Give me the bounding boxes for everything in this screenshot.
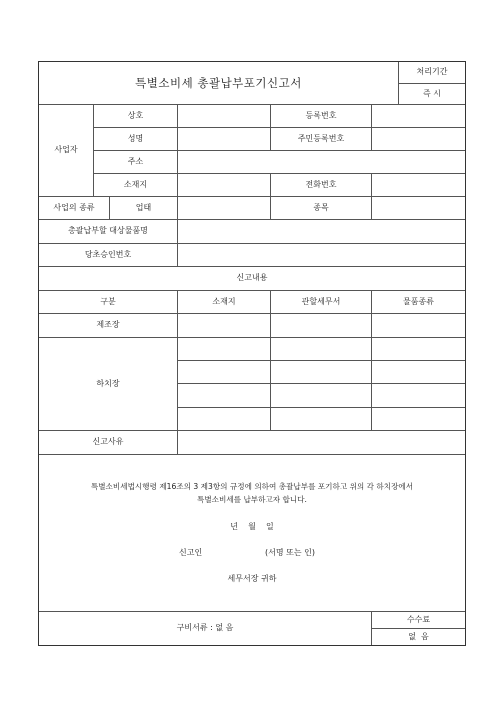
processing-period-value: 즉 시 — [398, 83, 465, 104]
registration-number-value[interactable] — [371, 104, 465, 127]
approval-number-value[interactable] — [177, 243, 465, 266]
reason-label: 신고사유 — [39, 430, 177, 454]
warehouse-row-2-location[interactable] — [177, 360, 270, 383]
declaration-date: 년 월 일 — [230, 522, 274, 531]
name-label: 성명 — [93, 127, 177, 150]
factory-label: 제조장 — [39, 313, 177, 337]
column-goods-type: 물품종류 — [371, 290, 465, 313]
warehouse-row-3-goods[interactable] — [371, 383, 465, 407]
warehouse-row-4-location[interactable] — [177, 407, 270, 430]
business-group-label: 사업자 — [39, 104, 93, 196]
warehouse-row-2-goods[interactable] — [371, 360, 465, 383]
address-value[interactable] — [177, 150, 465, 173]
trade-name-label: 상호 — [93, 104, 177, 127]
category-label: 업태 — [109, 196, 177, 219]
approval-number-label: 당초승인번호 — [39, 243, 177, 266]
warehouse-row-2-tax-office[interactable] — [270, 360, 371, 383]
phone-value[interactable] — [371, 173, 465, 196]
location-label: 소재지 — [93, 173, 177, 196]
signature-label: (서명 또는 인) — [265, 548, 315, 557]
phone-label: 전화번호 — [270, 173, 371, 196]
item-label: 종목 — [270, 196, 371, 219]
location-value[interactable] — [177, 173, 270, 196]
warehouse-row-3-tax-office[interactable] — [270, 383, 371, 407]
warehouse-row-1-location[interactable] — [177, 337, 270, 360]
processing-period-label: 처리기간 — [398, 62, 465, 83]
category-value[interactable] — [177, 196, 270, 219]
factory-goods[interactable] — [371, 313, 465, 337]
business-type-label: 사업의 종류 — [39, 196, 109, 219]
column-location: 소재지 — [177, 290, 270, 313]
declaration-line-2: 특별소비세를 납부하고자 합니다. — [197, 495, 307, 504]
warehouse-row-1-tax-office[interactable] — [270, 337, 371, 360]
resident-number-value[interactable] — [371, 127, 465, 150]
declaration-line-1: 특별소비세법시행령 제16조의 3 제3항의 규정에 의하여 총괄납부를 포기하고 위의 각 하치장에서 — [90, 482, 414, 491]
target-items-label: 총괄납부할 대상물품명 — [39, 219, 177, 243]
fee-label: 수수료 — [371, 611, 465, 628]
warehouse-row-1-goods[interactable] — [371, 337, 465, 360]
column-type: 구분 — [39, 290, 177, 313]
warehouse-label: 하치장 — [39, 337, 177, 430]
resident-number-label: 주민등록번호 — [270, 127, 371, 150]
factory-tax-office[interactable] — [270, 313, 371, 337]
name-value[interactable] — [177, 127, 270, 150]
reason-value[interactable] — [177, 430, 465, 454]
report-content-heading: 신고내용 — [39, 266, 465, 290]
warehouse-row-4-goods[interactable] — [371, 407, 465, 430]
required-documents: 구비서류 : 없 음 — [39, 611, 371, 645]
tax-form — [38, 61, 466, 646]
address-label: 주소 — [93, 150, 177, 173]
fee-value: 없 음 — [371, 628, 465, 645]
trade-name-value[interactable] — [177, 104, 270, 127]
factory-location[interactable] — [177, 313, 270, 337]
declaration-block — [39, 454, 465, 611]
item-value[interactable] — [371, 196, 465, 219]
recipient-label: 세무서장 귀하 — [227, 574, 277, 583]
reporter-label: 신고인 — [179, 548, 203, 557]
column-tax-office: 관할세무서 — [270, 290, 371, 313]
warehouse-row-3-location[interactable] — [177, 383, 270, 407]
form-title: 특별소비세 총괄납부포기신고서 — [135, 75, 302, 90]
registration-number-label: 등록번호 — [270, 104, 371, 127]
target-items-value[interactable] — [177, 219, 465, 243]
warehouse-row-4-tax-office[interactable] — [270, 407, 371, 430]
